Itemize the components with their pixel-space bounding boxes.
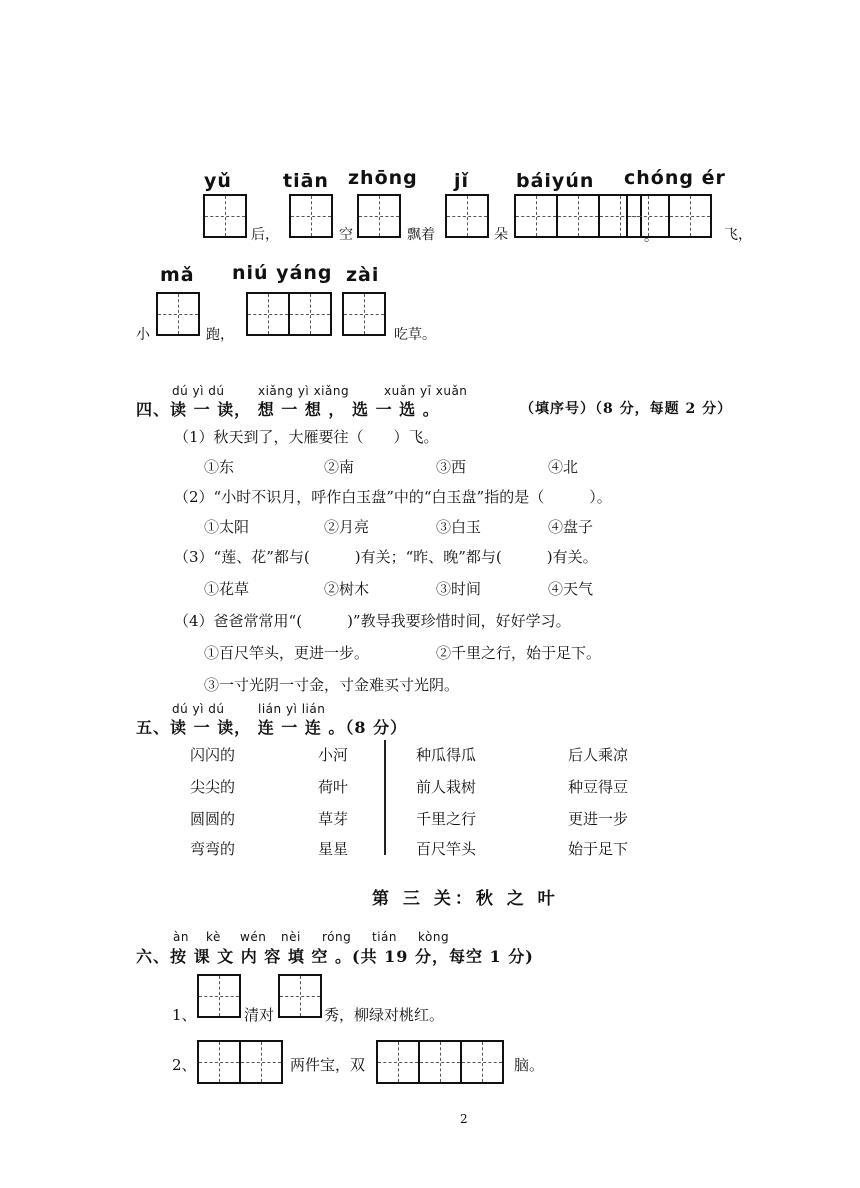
section4-q1: （1）秋天到了，大雁要往（ ）飞。 <box>174 428 439 446</box>
section6-item2-number: 2、 <box>172 1056 197 1074</box>
char-box-zhong[interactable] <box>357 194 401 238</box>
q2-option-3[interactable]: ③白玉 <box>436 518 482 536</box>
pinyin-tian: tiān <box>283 170 329 192</box>
pinyin-niuyang: niú yáng <box>232 262 333 284</box>
section6-pinyin-rong: róng <box>322 930 352 944</box>
match-idiom-left-3[interactable]: 千里之行 <box>416 810 477 828</box>
pinyin-zai: zài <box>346 264 380 286</box>
pinyin-ji: jǐ <box>454 170 470 192</box>
match-idiom-right-4[interactable]: 始于足下 <box>568 840 629 858</box>
match-idiom-right-1[interactable]: 后人乘凉 <box>568 746 629 764</box>
q2-option-4[interactable]: ④盘子 <box>548 518 594 536</box>
column-divider <box>384 740 386 855</box>
char-box-yu[interactable] <box>203 194 247 238</box>
text-pao: 跑， <box>206 327 234 343</box>
section4-pinyin-duyidu: dú yì dú <box>172 384 225 398</box>
text-duo: 朵 <box>494 227 508 243</box>
char-box-zai[interactable] <box>342 292 386 336</box>
char-box-ji[interactable] <box>445 194 489 238</box>
q1-option-3[interactable]: ③西 <box>436 458 467 476</box>
pinyin-chonger: chóng ér <box>624 167 726 189</box>
section4-pinyin-xiangyixiang: xiǎng yì xiǎng <box>258 384 350 398</box>
match-noun-3[interactable]: 草芽 <box>318 810 349 828</box>
match-idiom-left-4[interactable]: 百尺竿头 <box>416 840 477 858</box>
match-left-2[interactable]: 尖尖的 <box>190 778 236 796</box>
match-idiom-right-3[interactable]: 更进一步 <box>568 810 629 828</box>
section6-pinyin-nei: nèi <box>281 930 301 944</box>
char-boxes-chonger[interactable] <box>626 194 712 238</box>
char-box-tian[interactable] <box>289 194 333 238</box>
text-hou: 后， <box>251 227 279 243</box>
section6-pinyin-kong: kòng <box>418 930 450 944</box>
level3-title: 第 三 关：秋 之 叶 <box>372 889 559 909</box>
section5-heading: 五、读 一 读， 连 一 连 。（8 分） <box>136 718 408 737</box>
match-left-4[interactable]: 弯弯的 <box>190 840 236 858</box>
section4-q3: （3）“莲、花”都与( )有关；“昨、晚”都与( )有关。 <box>174 548 598 566</box>
section6-item1-number: 1、 <box>172 1006 197 1024</box>
char-box-ma[interactable] <box>156 292 200 336</box>
q4-option-1[interactable]: ①百尺竿头，更进一步。 <box>204 644 370 662</box>
pinyin-zhong: zhōng <box>348 167 418 189</box>
text-xiao: 小 <box>136 327 150 343</box>
fill-box-item1-b[interactable] <box>278 974 322 1018</box>
text-period: 。 <box>644 229 658 245</box>
match-idiom-left-1[interactable]: 种瓜得瓜 <box>416 746 477 764</box>
section4-pinyin-xuanyixuan: xuǎn yī xuǎn <box>384 384 468 398</box>
section5-pinyin-duyidu: dú yì dú <box>172 702 225 716</box>
pinyin-yu: yǔ <box>204 170 232 192</box>
section5-pinyin-lianyilian: lián yì lián <box>258 702 326 716</box>
match-left-1[interactable]: 闪闪的 <box>190 746 236 764</box>
section6-item1-text-2: 秀，柳绿对桃红。 <box>324 1006 445 1024</box>
char-boxes-baiyun[interactable] <box>514 194 642 238</box>
match-noun-4[interactable]: 星星 <box>318 840 349 858</box>
match-left-3[interactable]: 圆圆的 <box>190 810 236 828</box>
section6-item2-text-1: 两件宝，双 <box>290 1056 366 1074</box>
q1-option-4[interactable]: ④北 <box>548 458 579 476</box>
fill-boxes-item2-a[interactable] <box>197 1040 283 1084</box>
section6-item2-text-2: 脑。 <box>514 1056 545 1074</box>
q3-option-1[interactable]: ①花草 <box>204 580 250 598</box>
match-noun-1[interactable]: 小河 <box>318 746 349 764</box>
q4-option-2[interactable]: ②千里之行，始于足下。 <box>436 644 602 662</box>
match-idiom-right-2[interactable]: 种豆得豆 <box>568 778 629 796</box>
q1-option-2[interactable]: ②南 <box>324 458 355 476</box>
page-number: 2 <box>460 1112 468 1126</box>
q3-option-3[interactable]: ③时间 <box>436 580 482 598</box>
q2-option-2[interactable]: ②月亮 <box>324 518 370 536</box>
fill-box-item1-a[interactable] <box>197 974 241 1018</box>
text-piaozhe: 飘着 <box>407 227 435 243</box>
text-chicao: 吃草。 <box>394 327 436 343</box>
section6-heading: 六、按 课 文 内 容 填 空 。(共 19 分，每空 1 分) <box>136 947 534 966</box>
section6-pinyin-ke: kè <box>206 930 221 944</box>
q3-option-2[interactable]: ②树木 <box>324 580 370 598</box>
section4-note: （填序号）（8 分，每题 2 分） <box>520 401 733 417</box>
section6-pinyin-an: àn <box>173 930 189 944</box>
section4-q2: （2）“小时不识月，呼作白玉盘”中的“白玉盘”指的是（ ）。 <box>174 488 612 506</box>
section4-q4: （4）爸爸常常用“( )”教导我要珍惜时间，好好学习。 <box>174 612 571 630</box>
text-kong: 空 <box>339 227 353 243</box>
pinyin-ma: mǎ <box>160 264 195 286</box>
section6-pinyin-tian: tián <box>372 930 397 944</box>
q1-option-1[interactable]: ①东 <box>204 458 235 476</box>
match-idiom-left-2[interactable]: 前人栽树 <box>416 778 477 796</box>
q3-option-4[interactable]: ④天气 <box>548 580 594 598</box>
section6-pinyin-wen: wén <box>240 930 267 944</box>
q4-option-3[interactable]: ③一寸光阴一寸金，寸金难买寸光阴。 <box>204 676 460 694</box>
fill-boxes-item2-b[interactable] <box>376 1040 504 1084</box>
section6-item1-text-1: 清对 <box>244 1006 275 1024</box>
pinyin-baiyun: báiyún <box>516 170 595 192</box>
section4-heading: 四、读 一 读， 想 一 想 ， 选 一 选 。 <box>136 400 440 419</box>
char-boxes-niuyang[interactable] <box>246 292 332 336</box>
text-fei: 飞， <box>724 227 752 243</box>
match-noun-2[interactable]: 荷叶 <box>318 778 349 796</box>
q2-option-1[interactable]: ①太阳 <box>204 518 250 536</box>
